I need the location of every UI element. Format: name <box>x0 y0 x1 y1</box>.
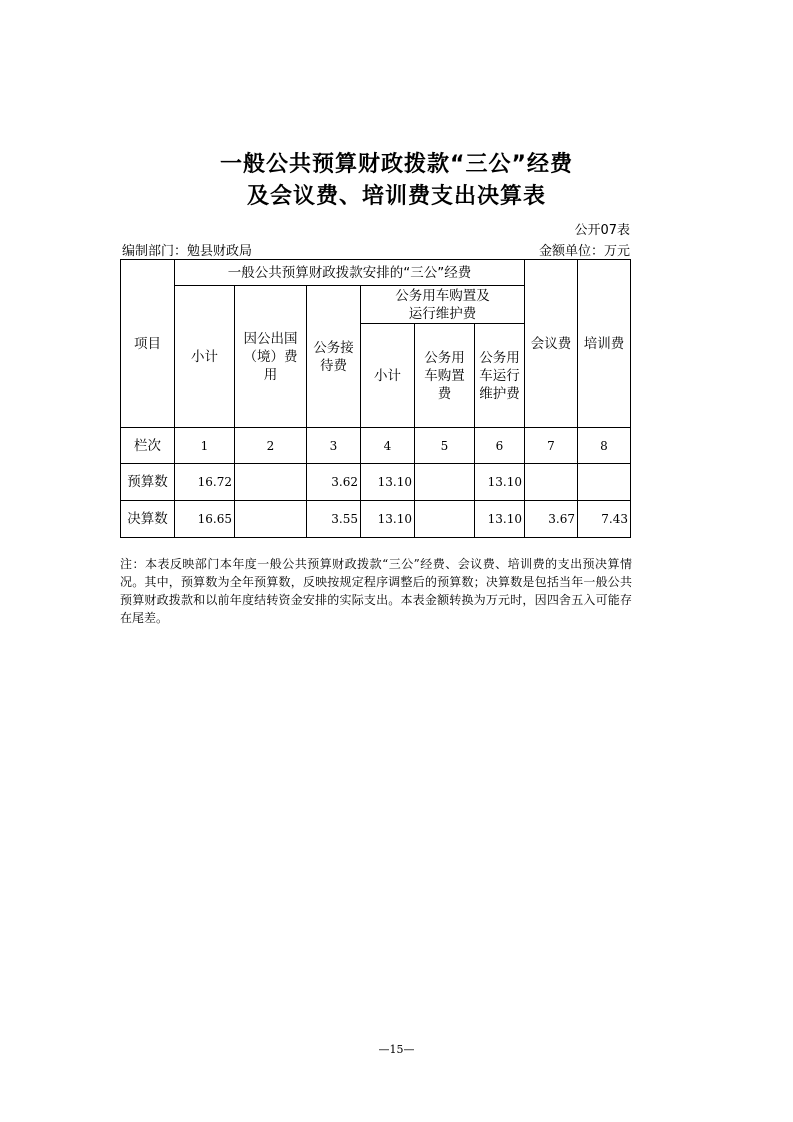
header-vehicle-purchase: 公务用车购置费 <box>415 324 475 428</box>
header-meeting: 会议费 <box>525 260 578 428</box>
table-cell: 13.10 <box>361 464 415 501</box>
footnote: 注：本表反映部门本年度一般公共预算财政拨款“三公”经费、会议费、培训费的支出预决算情况。其中，预算数为全年预算数，反映按规定程序调整后的预算数；决算数是包括当年一般公共预算财政拨款和以前年度结转资金安排的实际支出。本表金额转换为万元时，因四舍五入可能存在尾差。 <box>120 557 632 625</box>
table-cell: 3.62 <box>307 464 361 501</box>
unit-label: 金额单位：万元 <box>538 244 630 259</box>
table-cell: 3.67 <box>525 501 578 538</box>
col-number: 5 <box>415 428 475 464</box>
title-line-2: 及会议费、培训费支出决算表 <box>246 184 546 209</box>
table-cell <box>235 501 307 538</box>
col-number: 4 <box>361 428 415 464</box>
title-line-1: 一般公共预算财政拨款“三公”经费 <box>220 152 573 177</box>
header-training: 培训费 <box>578 260 631 428</box>
header-vehicle-group: 公务用车购置及运行维护费 <box>361 286 525 324</box>
header-subtotal: 小计 <box>175 286 235 428</box>
table-cell <box>525 464 578 501</box>
col-number: 6 <box>475 428 525 464</box>
col-number: 2 <box>235 428 307 464</box>
table-cell: 7.43 <box>578 501 631 538</box>
table-cell <box>578 464 631 501</box>
row-index-label: 栏次 <box>121 428 175 464</box>
col-number: 3 <box>307 428 361 464</box>
header-sangong-group: 一般公共预算财政拨款安排的“三公”经费 <box>175 260 525 286</box>
table-cell: 13.10 <box>361 501 415 538</box>
col-number: 7 <box>525 428 578 464</box>
table-cell <box>415 501 475 538</box>
table-cell: 13.10 <box>475 464 525 501</box>
table-cell <box>415 464 475 501</box>
page-number: —15— <box>378 1043 415 1056</box>
col-number: 8 <box>578 428 631 464</box>
row-label-final: 决算数 <box>121 501 175 538</box>
header-item: 项目 <box>121 260 175 428</box>
table-code: 公开07表 <box>574 223 630 238</box>
table-cell: 16.72 <box>175 464 235 501</box>
header-vehicle-subtotal: 小计 <box>361 324 415 428</box>
table-cell: 3.55 <box>307 501 361 538</box>
header-reception: 公务接待费 <box>307 286 361 428</box>
expense-table <box>120 259 631 538</box>
table-cell <box>235 464 307 501</box>
header-vehicle-operation: 公务用车运行维护费 <box>475 324 525 428</box>
row-label-budget: 预算数 <box>121 464 175 501</box>
table-cell: 13.10 <box>475 501 525 538</box>
department-label: 编制部门：勉县财政局 <box>122 244 253 259</box>
table-cell: 16.65 <box>175 501 235 538</box>
col-number: 1 <box>175 428 235 464</box>
header-abroad: 因公出国（境）费用 <box>235 286 307 428</box>
